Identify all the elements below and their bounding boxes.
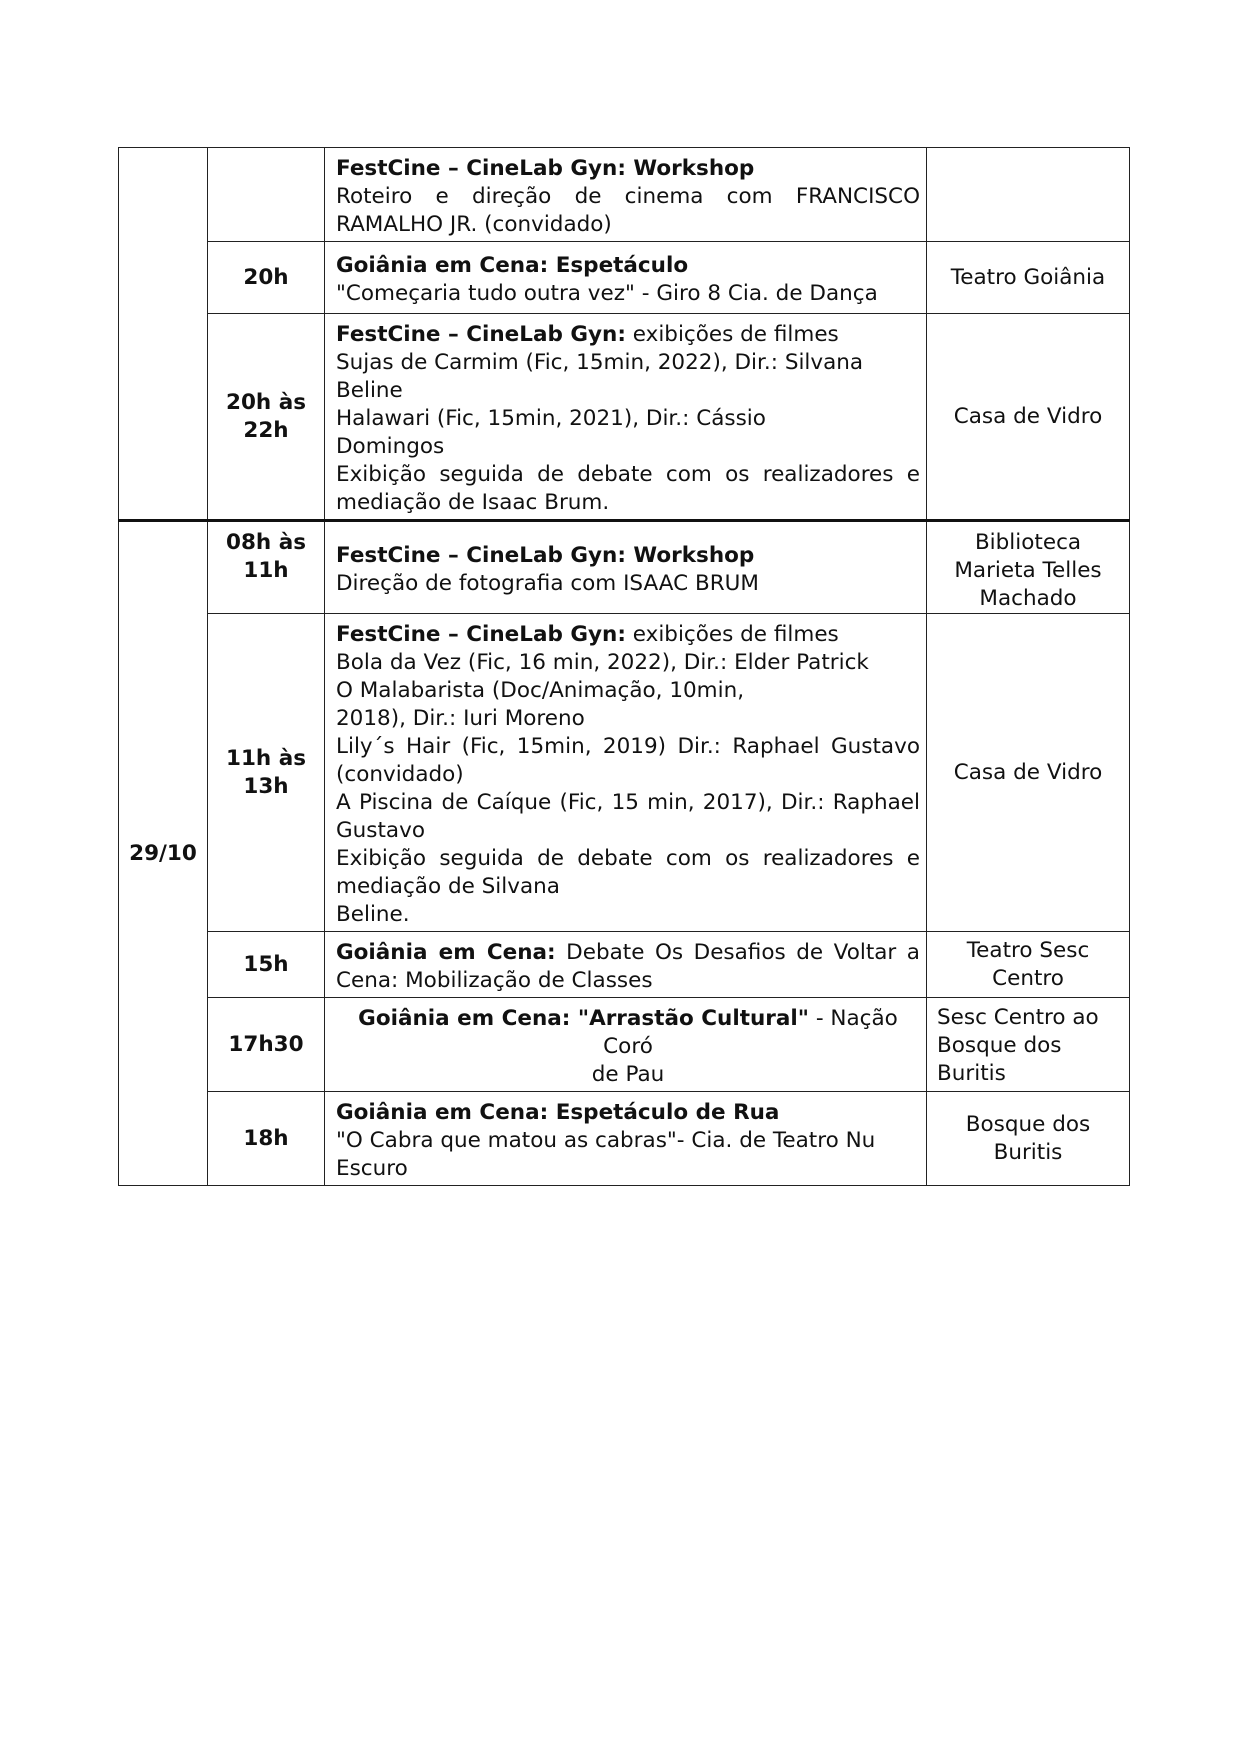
- time-line: 11h às: [225, 745, 307, 771]
- table-row: [119, 614, 1130, 932]
- event-title: Goiânia em Cena: "Arrastão Cultural": [358, 1006, 809, 1031]
- venue-line: Buritis: [937, 1061, 1006, 1086]
- time-line: 20h às: [225, 389, 307, 415]
- venue-cell: Casa de Vidro: [927, 314, 1130, 521]
- event-line: Direção de fotografia com ISAAC BRUM: [336, 571, 759, 596]
- event-description: [325, 521, 927, 614]
- time-cell: [208, 521, 325, 614]
- event-title: FestCine – CineLab Gyn: Workshop: [336, 156, 755, 181]
- date-cell-empty: [119, 148, 208, 521]
- event-line: Cena: Mobilização de Classes: [336, 968, 653, 993]
- event-line: Gustavo: [336, 818, 425, 843]
- venue-cell: Casa de Vidro: [927, 614, 1130, 932]
- time-line: 13h: [243, 773, 289, 799]
- schedule-table: [118, 147, 1130, 1186]
- event-description: [325, 614, 927, 932]
- event-title: Goiânia em Cena: Espetáculo de Rua: [336, 1100, 780, 1125]
- venue-cell: [927, 148, 1130, 242]
- event-line: Exibição seguida de debate com os realizadores e: [336, 462, 920, 487]
- venue-line: Buritis: [993, 1139, 1063, 1165]
- time-cell: 15h: [208, 932, 325, 998]
- venue-cell: [927, 998, 1130, 1092]
- event-line: A Piscina de Caíque (Fic, 15 min, 2017), Dir.: Raphael: [336, 790, 920, 815]
- event-line: Roteiro e direção de cinema com FRANCISCO: [336, 184, 920, 209]
- event-line: Bola da Vez (Fic, 16 min, 2022), Dir.: Elder Patrick: [336, 650, 869, 675]
- table-row: [119, 998, 1130, 1092]
- event-description: [325, 242, 927, 314]
- table-row: [119, 1092, 1130, 1186]
- event-title-rest: Debate Os Desafios de Voltar a: [555, 940, 920, 965]
- event-description: [325, 998, 927, 1092]
- event-line: mediação de Isaac Brum.: [336, 490, 610, 515]
- event-title: FestCine – CineLab Gyn:: [336, 322, 626, 347]
- event-description: [325, 314, 927, 521]
- venue-cell: Teatro Goiânia: [927, 242, 1130, 314]
- event-line: Sujas de Carmim (Fic, 15min, 2022), Dir.: Silvana Beline: [336, 350, 864, 403]
- venue-line: Marieta Telles: [954, 558, 1102, 583]
- table-row: [119, 932, 1130, 998]
- event-title: FestCine – CineLab Gyn:: [336, 622, 626, 647]
- date-cell: 29/10: [119, 521, 208, 1186]
- event-line: Domingos: [336, 434, 445, 459]
- event-line: Escuro: [336, 1156, 408, 1181]
- event-line: Halawari (Fic, 15min, 2021), Dir.: Cássio: [336, 406, 766, 431]
- table-row: [119, 314, 1130, 521]
- event-line: (convidado): [336, 762, 464, 787]
- table-row: [119, 148, 1130, 242]
- venue-line: Biblioteca: [974, 530, 1082, 555]
- table-row: [119, 521, 1130, 614]
- venue-line: Machado: [979, 586, 1077, 611]
- venue-cell: [927, 521, 1130, 614]
- time-cell: 18h: [208, 1092, 325, 1186]
- time-line: 11h: [243, 558, 289, 583]
- event-line: "Começaria tudo outra vez" - Giro 8 Cia. de Dança: [336, 281, 878, 306]
- time-cell: 17h30: [208, 998, 325, 1092]
- event-line: Exibição seguida de debate com os realizadores e: [336, 846, 920, 871]
- time-cell: [208, 614, 325, 932]
- venue-line: Sesc Centro ao: [937, 1005, 1099, 1030]
- event-title: Goiânia em Cena: Espetáculo: [336, 253, 689, 278]
- event-title-rest: exibições de filmes: [625, 322, 839, 347]
- event-line: "O Cabra que matou as cabras"- Cia. de Teatro Nu: [336, 1128, 876, 1153]
- event-line: de Pau: [591, 1062, 665, 1087]
- time-line: 08h às: [225, 530, 307, 555]
- venue-line: Centro: [992, 965, 1064, 991]
- event-line: RAMALHO JR. (convidado): [336, 212, 612, 237]
- time-line: 22h: [243, 417, 289, 443]
- event-title: FestCine – CineLab Gyn: Workshop: [336, 543, 755, 568]
- event-title-rest: - Nação Coró: [603, 1006, 898, 1059]
- venue-line: Bosque dos: [937, 1033, 1062, 1058]
- event-line: Beline.: [336, 902, 410, 927]
- venue-cell: [927, 1092, 1130, 1186]
- event-title: Goiânia em Cena:: [336, 940, 556, 965]
- time-cell: 20h: [208, 242, 325, 314]
- time-cell: [208, 148, 325, 242]
- venue-line: Teatro Sesc: [966, 937, 1090, 963]
- event-description: [325, 148, 927, 242]
- event-line: O Malabarista (Doc/Animação, 10min,: [336, 678, 745, 703]
- venue-cell: [927, 932, 1130, 998]
- event-line: Lily´s Hair (Fic, 15min, 2019) Dir.: Raphael Gustavo: [336, 734, 920, 759]
- event-description: [325, 1092, 927, 1186]
- event-line: mediação de Silvana: [336, 874, 560, 899]
- event-line: 2018), Dir.: Iuri Moreno: [336, 706, 585, 731]
- event-title-rest: exibições de filmes: [625, 622, 839, 647]
- venue-line: Bosque dos: [965, 1111, 1091, 1137]
- table-row: [119, 242, 1130, 314]
- time-cell: [208, 314, 325, 521]
- event-description: [325, 932, 927, 998]
